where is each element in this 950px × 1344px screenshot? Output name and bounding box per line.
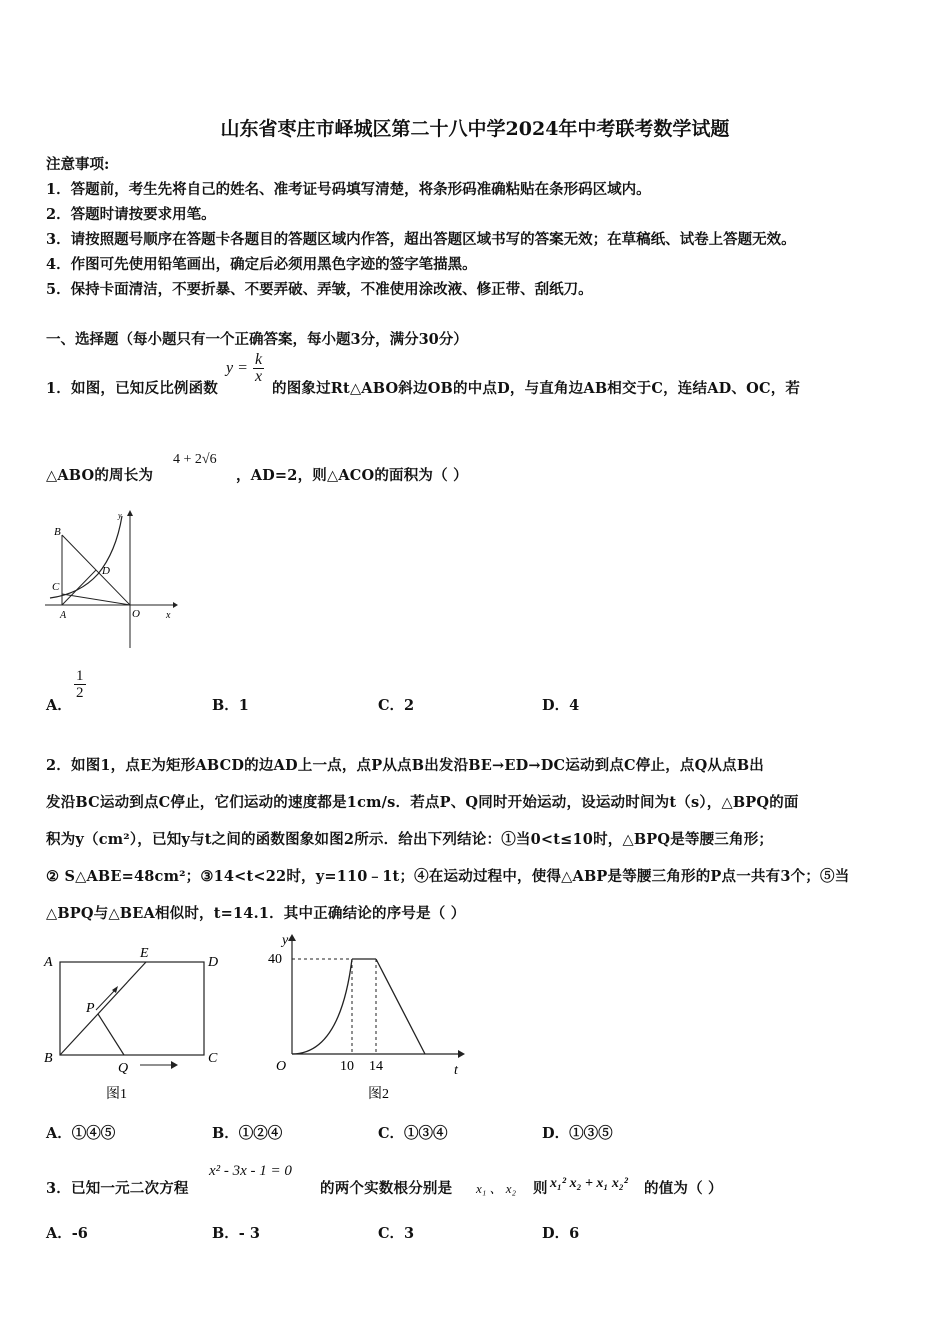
notice-item: 3．请按照题号顺序在答题卡各题目的答题区域内作答，超出答题区域书写的答案无效；在草稿纸、试卷上答题无效。 bbox=[46, 231, 796, 248]
q1-func-y: y = bbox=[226, 359, 248, 377]
notice-item: 2．答题时请按要求用笔。 bbox=[46, 206, 216, 223]
label-10: 10 bbox=[340, 1059, 354, 1074]
segment-oc bbox=[62, 594, 130, 605]
label-o: O bbox=[276, 1059, 287, 1074]
q3-middle: 的两个实数根分别是 bbox=[320, 1180, 453, 1197]
q1-figure bbox=[40, 508, 180, 653]
label-x: x bbox=[166, 610, 171, 621]
q1-option-a bbox=[46, 694, 72, 715]
label-a: A bbox=[60, 610, 67, 621]
q1-after-func: 的图象过Rt△ABO斜边OB的中点D，与直角边AB相交于C，连结AD、OC，若 bbox=[272, 380, 801, 397]
q2-line5: △BPQ与△BEA相似时，t=14.1．其中正确结论的序号是（ ） bbox=[46, 905, 466, 922]
figure-2-caption: 图2 bbox=[368, 1087, 389, 1102]
q2-line2: 发沿BC运动到点C停止，它们运动的速度都是1cm/s．若点P、Q同时开始运动，设运动时间为t（s），△BPQ的面 bbox=[46, 794, 799, 811]
y-axis-arrow-icon bbox=[288, 934, 296, 941]
label-40: 40 bbox=[268, 952, 282, 967]
label-p: P bbox=[86, 1001, 95, 1016]
rectangle-abcd bbox=[60, 962, 204, 1055]
q3-then: 则 bbox=[533, 1180, 548, 1197]
figure-1-caption: 图1 bbox=[106, 1087, 127, 1102]
q2-line1: 2．如图1，点E为矩形ABCD的边AD上一点，点P从点B出发沿BE→ED→DC运动到点C停止，点Q从点B出 bbox=[46, 757, 764, 774]
q1-function bbox=[226, 352, 264, 385]
q1-line2-suffix: ，AD=2，则△ACO的面积为（ ） bbox=[236, 467, 468, 484]
q-arrow-icon bbox=[171, 1061, 178, 1069]
notice-item: 4．作图可先使用铅笔画出，确定后必须用黑色字迹的签字笔描黑。 bbox=[46, 256, 477, 273]
q3-equation: x² - 3x - 1 = 0 bbox=[209, 1163, 292, 1179]
label-t: t bbox=[454, 1063, 458, 1078]
notice-item: 5．保持卡面清洁，不要折暴、不要弄破、弄皱，不准使用涂改液、修正带、刮纸刀。 bbox=[46, 281, 593, 298]
curve-segment bbox=[292, 959, 352, 1054]
q1-option-d: D．4 bbox=[542, 697, 580, 714]
decline-segment bbox=[376, 959, 425, 1054]
p-arrow-line bbox=[96, 989, 116, 1010]
q1-option-a-den: 2 bbox=[76, 685, 84, 701]
y-axis-arrow-icon bbox=[127, 510, 133, 516]
page-title: 山东省枣庄市峄城区第二十八中学2024年中考联考数学试题 bbox=[220, 118, 730, 140]
q3-option-c: C．3 bbox=[378, 1225, 415, 1242]
q1-line1 bbox=[46, 377, 218, 398]
segment-be bbox=[60, 962, 146, 1055]
label-c: C bbox=[52, 581, 60, 593]
q1-func-k: k bbox=[255, 351, 263, 368]
q3-option-d: D．6 bbox=[542, 1225, 580, 1242]
q1-option-b: B．1 bbox=[212, 697, 249, 714]
q1-option-a-num: 1 bbox=[76, 668, 84, 684]
q2-option-b: B．①②④ bbox=[212, 1125, 283, 1142]
q3-prefix: 3．已知一元二次方程 bbox=[46, 1180, 189, 1197]
q2-figure-1 bbox=[40, 938, 240, 1108]
q3-option-a: A．-6 bbox=[46, 1225, 88, 1242]
label-q: Q bbox=[118, 1061, 129, 1076]
label-14: 14 bbox=[369, 1059, 383, 1074]
q2-option-d: D．①③⑤ bbox=[542, 1125, 613, 1142]
q2-option-c: C．①③④ bbox=[378, 1125, 448, 1142]
label-y: y bbox=[118, 511, 122, 520]
segment-pq bbox=[98, 1014, 124, 1055]
q2-line4: ② S△ABE=48cm²；③14<t<22时，y=110﹣1t；④在运动过程中，使得△ABP是等腰三角形的P点一共有3个；⑤当 bbox=[46, 868, 850, 885]
t-axis-arrow-icon bbox=[458, 1050, 465, 1058]
q1-func-fraction bbox=[253, 352, 264, 385]
label-b: B bbox=[54, 526, 61, 538]
label-e: E bbox=[140, 946, 149, 961]
q3-option-b: B．- 3 bbox=[212, 1225, 260, 1242]
q3-roots: x₁ 、 x₂ bbox=[476, 1181, 517, 1196]
notice-heading: 注意事项: bbox=[46, 156, 110, 173]
q2-line3: 积为y（cm²），已知y与t之间的函数图象如图2所示．给出下列结论：①当0<t≤10时，△BPQ是等腰三角形； bbox=[46, 831, 774, 848]
notice-item: 1．答题前，考生先将自己的姓名、准考证号码填写清楚，将条形码准确粘贴在条形码区域内。 bbox=[46, 181, 651, 198]
label-d: D bbox=[102, 565, 110, 577]
segment-ad bbox=[62, 570, 96, 605]
label-b: B bbox=[44, 1051, 53, 1066]
q2-figure-2 bbox=[262, 930, 472, 1108]
q1-perimeter: 4 + 2√6 bbox=[173, 452, 217, 467]
label-o: O bbox=[132, 608, 140, 620]
q1-line2-prefix: △ABO的周长为 bbox=[46, 467, 154, 484]
q3-suffix: 的值为（ ） bbox=[644, 1180, 723, 1197]
label-d: D bbox=[208, 955, 219, 970]
q1-option-a-label: A． bbox=[46, 697, 72, 714]
x-axis-arrow-icon bbox=[173, 602, 178, 608]
q1-func-x: x bbox=[255, 368, 263, 385]
label-a: A bbox=[44, 955, 53, 970]
q1-option-c: C．2 bbox=[378, 697, 415, 714]
q3-expression: x₁² x₂ + x₁ x₂² bbox=[550, 1176, 628, 1191]
q2-option-a: A．①④⑤ bbox=[46, 1125, 116, 1142]
label-y: y bbox=[282, 933, 289, 948]
q1-option-a-fraction bbox=[74, 668, 86, 701]
section-heading: 一、选择题（每小题只有一个正确答案，每小题3分，满分30分） bbox=[46, 331, 468, 348]
q1-prefix: 1．如图，已知反比例函数 bbox=[46, 380, 218, 397]
label-c: C bbox=[208, 1051, 218, 1066]
